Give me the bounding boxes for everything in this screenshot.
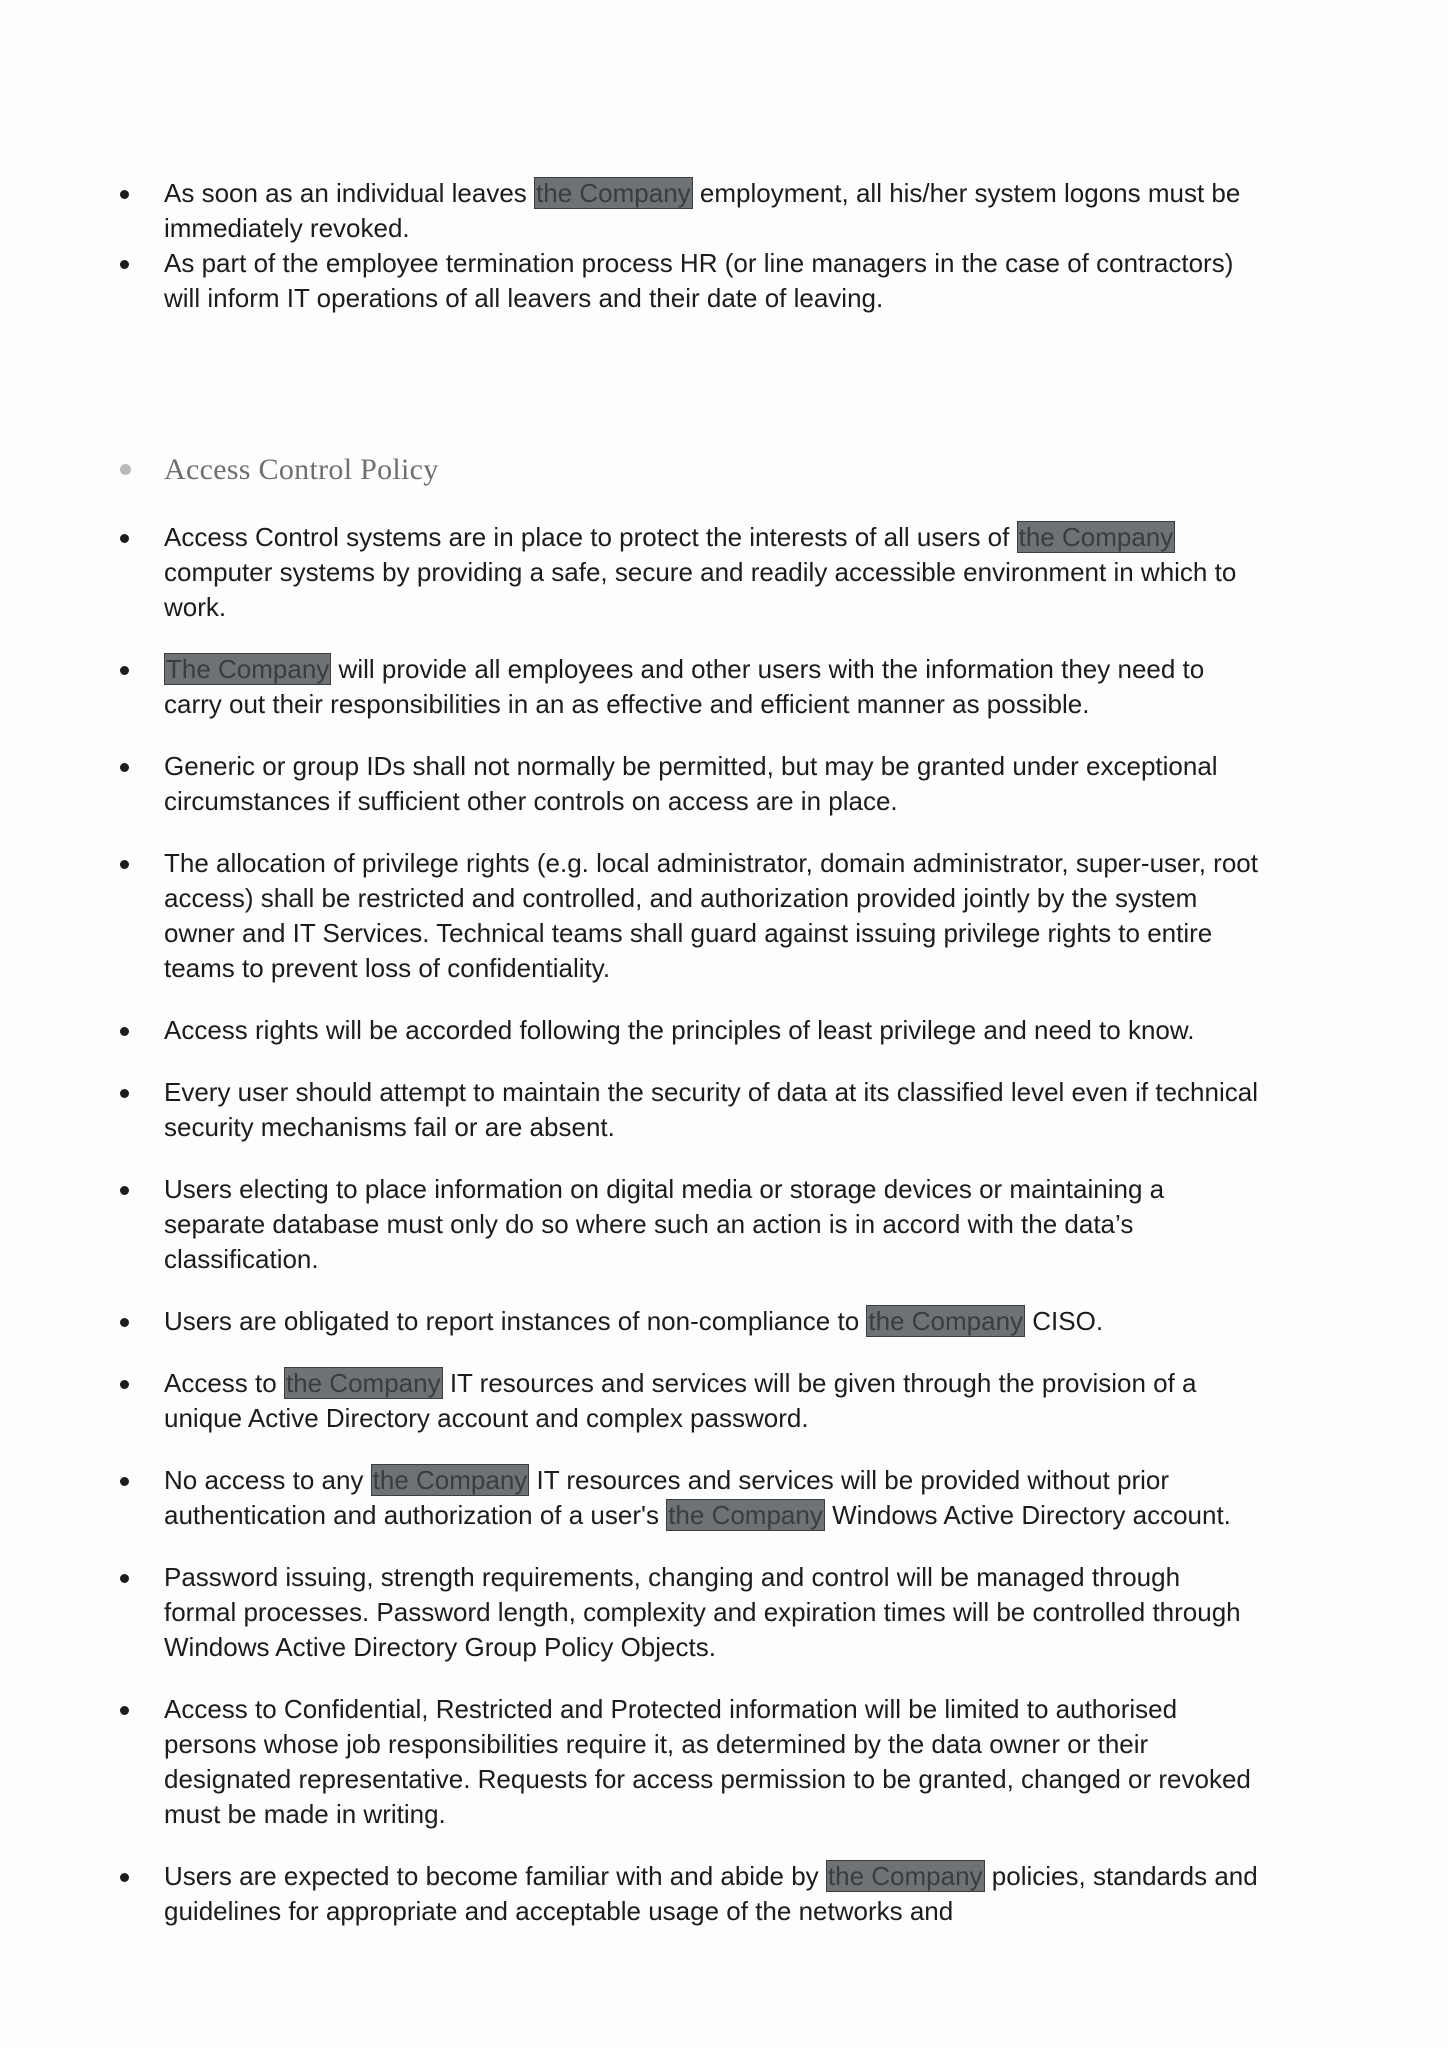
bullet-dot (120, 1873, 129, 1882)
bullet-text: Password issuing, strength requirements, changing and control will be managed through formal processes. Password length, complexity and expiration times will be controlled through Windows Active Directory Group Policy Objects. (164, 1562, 1241, 1662)
bullet-text: The allocation of privilege rights (e.g. local administrator, domain administrator, super-user, root access) shall be restricted and controlled, and authorization provided jointly by the system owner and IT Services. Technical teams shall guard against issuing privilege rights to entire teams to prevent loss of confidentiality. (164, 848, 1258, 983)
bullet-text: As soon as an individual leaves (164, 178, 535, 208)
bullet-item (0, 176, 1448, 246)
access-control-bullet-list (0, 520, 1448, 1956)
bullet-dot (120, 1477, 129, 1486)
bullet-item (0, 1560, 1448, 1665)
bullet-text: policies, standards and guidelines for appropriate and acceptable usage of the networks and (164, 1861, 1258, 1926)
bullet-dot (120, 534, 129, 543)
bullet-item (0, 1692, 1448, 1832)
bullet-item (0, 749, 1448, 819)
bullet-dot (120, 860, 129, 869)
bullet-dot (120, 1706, 129, 1715)
bullet-text: Access to Confidential, Restricted and Protected information will be limited to authorised persons whose job responsibilities require it, as determined by the data owner or their designated representative. Requests for access permission to be granted, changed or revoked must be made in writing. (164, 1694, 1251, 1829)
redacted-text: the Company (285, 1368, 441, 1398)
redacted-text: the Company (668, 1500, 823, 1530)
redacted-text: the Company (868, 1306, 1024, 1336)
bullet-item (0, 1463, 1448, 1533)
bullet-text: employment, all his/her system logons must be immediately revoked. (164, 178, 1241, 243)
section-heading-row (0, 448, 1448, 492)
bullet-dot (120, 1574, 129, 1583)
bullet-text: IT resources and services will be provided without prior authentication and authorization of a user's (164, 1465, 1170, 1530)
bullet-text: Users are expected to become familiar with and abide by (164, 1861, 826, 1891)
bullet-text: No access to any (164, 1465, 371, 1495)
bullet-item (0, 246, 1448, 316)
bullet-text: Users electing to place information on digital media or storage devices or maintaining a separate database must only do so where such an action is in accord with the data’s classification. (164, 1174, 1165, 1274)
redacted-text: the Company (536, 178, 691, 208)
bullet-item (0, 1013, 1448, 1048)
bullet-dot (120, 1027, 129, 1036)
bullet-item (0, 520, 1448, 625)
bullet-item (0, 1304, 1448, 1339)
bullet-item (0, 652, 1448, 722)
bullet-dot (120, 1186, 129, 1195)
bullet-item (0, 1172, 1448, 1277)
redacted-text: the Company (372, 1465, 528, 1495)
bullet-text: Windows Active Directory account. (824, 1500, 1231, 1530)
bullet-text: As part of the employee termination process HR (or line managers in the case of contractors) will inform IT operations of all leavers and their date of leaving. (164, 248, 1234, 313)
bullet-text: Access Control systems are in place to protect the interests of all users of (164, 522, 1017, 552)
leaver-bullet-list (0, 176, 1448, 316)
bullet-text: CISO. (1025, 1306, 1104, 1336)
section-heading: Access Control Policy (164, 453, 439, 486)
bullet-text: Users are obligated to report instances of non-compliance to (164, 1306, 867, 1336)
bullet-text: will provide all employees and other users with the information they need to carry out their responsibilities in an as effective and efficient manner as possible. (164, 654, 1205, 719)
bullet-dot (120, 1380, 129, 1389)
bullet-text: Every user should attempt to maintain the security of data at its classified level even if technical security mechanisms fail or are absent. (164, 1077, 1258, 1142)
bullet-dot (120, 666, 129, 675)
redacted-text: The Company (166, 654, 330, 684)
bullet-text: Access to (164, 1368, 284, 1398)
bullet-dot (120, 260, 129, 269)
redacted-text: the Company (1018, 522, 1174, 552)
bullet-text: Access rights will be accorded following the principles of least privilege and need to know. (164, 1015, 1195, 1045)
bullet-item (0, 846, 1448, 986)
heading-bullet (120, 464, 131, 475)
bullet-dot (120, 1318, 129, 1327)
bullet-dot (120, 190, 129, 199)
redacted-text: the Company (827, 1861, 983, 1891)
bullet-dot (120, 1089, 129, 1098)
bullet-text: computer systems by providing a safe, secure and readily accessible environment in which to work. (164, 557, 1237, 622)
bullet-text: IT resources and services will be given through the provision of a unique Active Directory account and complex password. (164, 1368, 1197, 1433)
bullet-item (0, 1366, 1448, 1436)
bullet-dot (120, 763, 129, 772)
bullet-item (0, 1859, 1448, 1929)
bullet-item (0, 1075, 1448, 1145)
bullet-text: Generic or group IDs shall not normally be permitted, but may be granted under exceptional circumstances if sufficient other controls on access are in place. (164, 751, 1218, 816)
